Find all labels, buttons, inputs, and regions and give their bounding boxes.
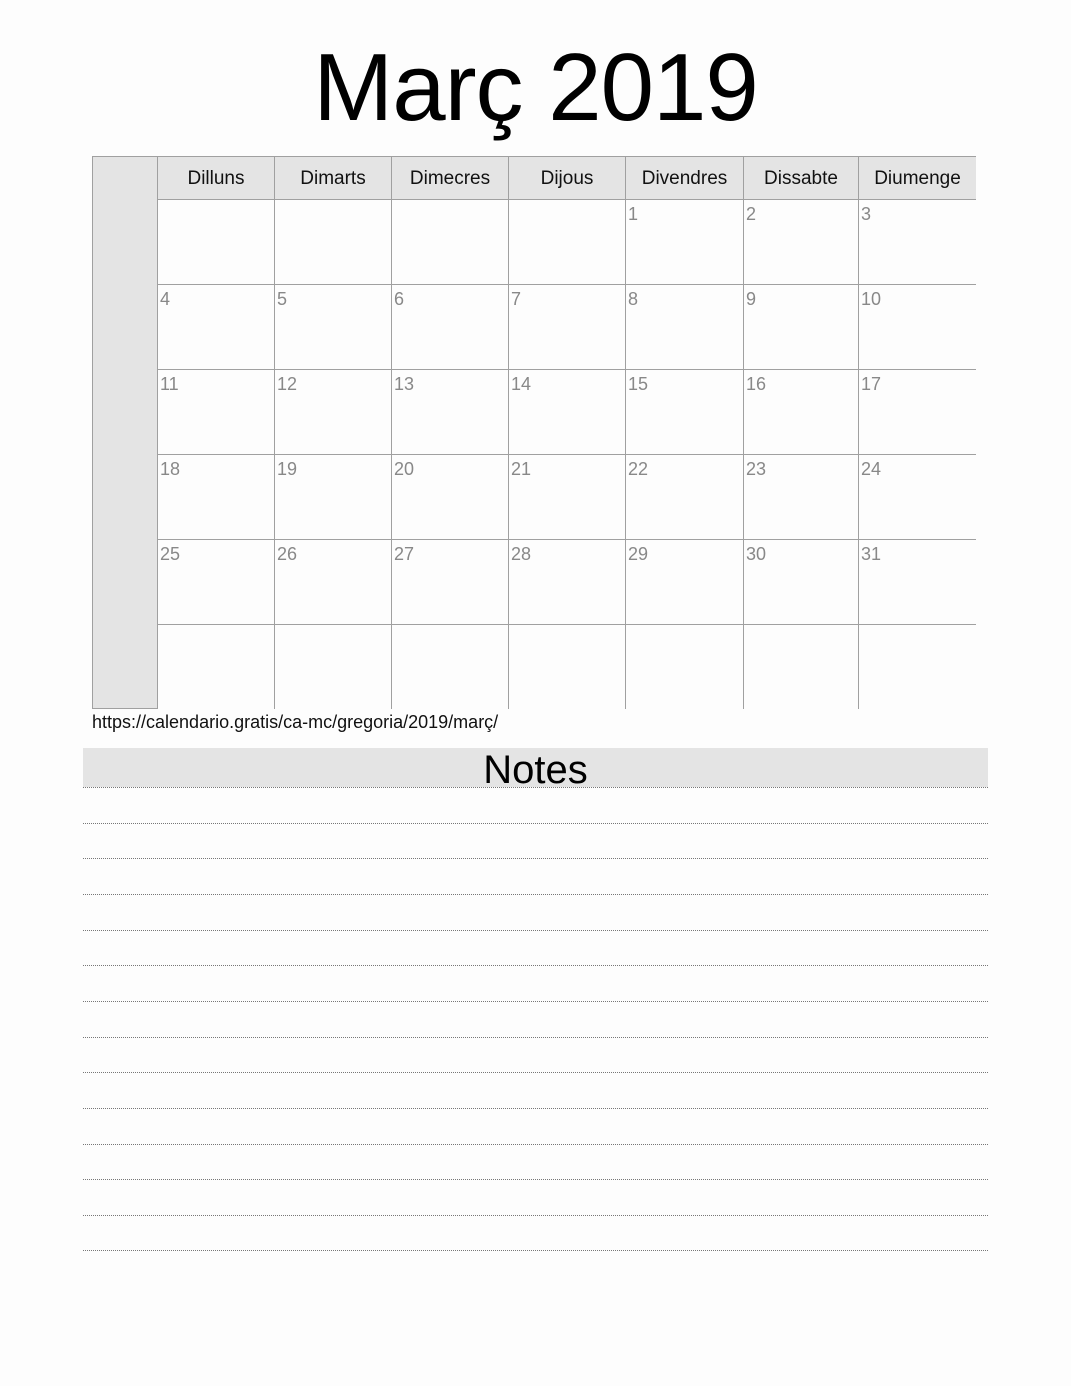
day-number: 1: [628, 204, 639, 224]
note-line: [83, 1037, 988, 1038]
note-line: [83, 1144, 988, 1145]
note-line: [83, 1001, 988, 1002]
day-number: 17: [861, 374, 882, 394]
day-cell: [392, 200, 509, 285]
day-cell: [509, 455, 626, 540]
day-cell: [626, 625, 744, 709]
day-cell: [859, 625, 976, 709]
day-cell: [275, 625, 392, 709]
day-number: 7: [511, 289, 522, 309]
day-cell: [509, 200, 626, 285]
note-line: [83, 1215, 988, 1216]
day-cell: [275, 370, 392, 455]
weekday-header: Dilluns: [158, 157, 275, 200]
day-number: 12: [277, 374, 298, 394]
day-cell: [859, 455, 976, 540]
day-cell: [509, 285, 626, 370]
day-number: 2: [746, 204, 757, 224]
note-line: [83, 894, 988, 895]
day-cell: [744, 540, 859, 625]
note-line: [83, 858, 988, 859]
day-number: 27: [394, 544, 415, 564]
day-number: 23: [746, 459, 767, 479]
day-cell: [859, 285, 976, 370]
week-gutter: [93, 157, 158, 708]
day-number: 10: [861, 289, 882, 309]
day-number: 4: [160, 289, 171, 309]
note-line: [83, 1179, 988, 1180]
note-line: [83, 965, 988, 966]
note-line: [83, 823, 988, 824]
day-cell: [275, 285, 392, 370]
day-cell: [626, 370, 744, 455]
day-number: 6: [394, 289, 405, 309]
note-line: [83, 787, 988, 788]
day-cell: [744, 200, 859, 285]
weekday-header: Diumenge: [859, 157, 976, 200]
weekday-header: Dimarts: [275, 157, 392, 200]
day-cell: [744, 625, 859, 709]
day-number: 14: [511, 374, 532, 394]
day-cell: [158, 285, 275, 370]
day-number: 8: [628, 289, 639, 309]
day-number: 18: [160, 459, 181, 479]
day-cell: [744, 285, 859, 370]
day-number: 13: [394, 374, 415, 394]
day-cell: [158, 200, 275, 285]
day-cell: [158, 455, 275, 540]
day-number: 20: [394, 459, 415, 479]
weekday-header: Dijous: [509, 157, 626, 200]
day-cell: [859, 200, 976, 285]
day-number: 9: [746, 289, 757, 309]
source-url: https://calendario.gratis/ca-mc/gregoria/2019/març/: [92, 712, 499, 732]
day-cell: [392, 625, 509, 709]
day-cell: [509, 540, 626, 625]
day-cell: [744, 370, 859, 455]
day-number: 28: [511, 544, 532, 564]
day-cell: [859, 370, 976, 455]
day-cell: [626, 540, 744, 625]
day-number: 21: [511, 459, 532, 479]
day-number: 11: [160, 374, 179, 394]
day-cell: [275, 200, 392, 285]
day-number: 19: [277, 459, 298, 479]
day-cell: [626, 200, 744, 285]
weekday-header: Dimecres: [392, 157, 509, 200]
day-cell: [158, 370, 275, 455]
day-number: 22: [628, 459, 649, 479]
day-cell: [509, 370, 626, 455]
day-number: 5: [277, 289, 288, 309]
day-number: 16: [746, 374, 767, 394]
day-cell: [626, 285, 744, 370]
day-number: 30: [746, 544, 767, 564]
day-number: 15: [628, 374, 649, 394]
weekday-header: Dissabte: [744, 157, 859, 200]
day-cell: [744, 455, 859, 540]
page-title: Març 2019: [313, 34, 758, 141]
day-number: 24: [861, 459, 882, 479]
day-cell: [275, 455, 392, 540]
day-number: 26: [277, 544, 298, 564]
day-cell: [392, 540, 509, 625]
day-cell: [509, 625, 626, 709]
day-number: 29: [628, 544, 649, 564]
day-cell: [158, 625, 275, 709]
day-cell: [859, 540, 976, 625]
day-cell: [392, 455, 509, 540]
note-line: [83, 1072, 988, 1073]
day-cell: [275, 540, 392, 625]
day-cell: [392, 285, 509, 370]
day-number: 25: [160, 544, 181, 564]
weekday-header: Divendres: [626, 157, 744, 200]
note-line: [83, 1250, 988, 1251]
day-cell: [626, 455, 744, 540]
day-cell: [158, 540, 275, 625]
day-number: 31: [861, 544, 882, 564]
day-number: 3: [861, 204, 872, 224]
note-line: [83, 1108, 988, 1109]
notes-heading: Notes: [83, 748, 988, 787]
calendar-grid: [92, 156, 976, 709]
day-cell: [392, 370, 509, 455]
note-line: [83, 930, 988, 931]
